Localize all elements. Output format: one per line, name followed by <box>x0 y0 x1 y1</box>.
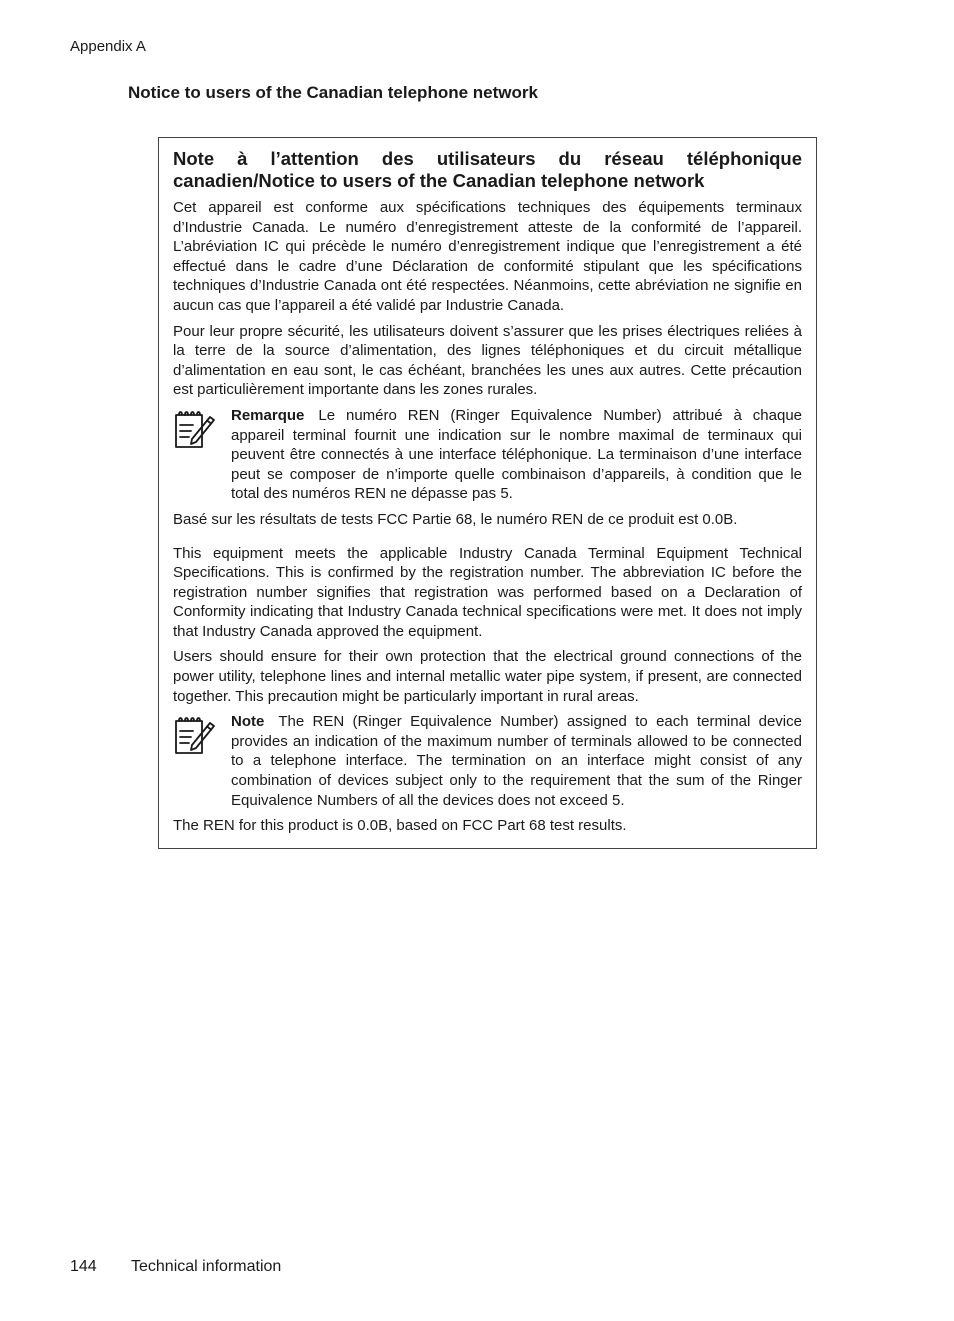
french-paragraph-3: Basé sur les résultats de tests FCC Partie 68, le numéro REN de ce produit est 0.0B. <box>173 510 738 528</box>
english-paragraph-2: Users should ensure for their own protection that the electrical ground connections of the power utility, telephone lines and internal metallic water pipe system, if present, are connected together. This precaution might be particularly important in rural areas. <box>173 648 802 705</box>
note-text: The REN (Ringer Equivalence Number) assigned to each terminal device provides an indication of the maximum number of terminals allowed to be connected to a telephone interface. The termination on an interface might consist of any combination of devices subject only to the requirement that the sum of the Ringer Equivalence Numbers of all the devices does not exceed 5. <box>231 713 802 809</box>
french-paragraph-1: Cet appareil est conforme aux spécifications techniques des équipements terminaux d’Industrie Canada. Le numéro d’enregistrement atteste de la conformité de l’appareil. L’abréviation IC qui précède le numéro d’enregistrement indique que l’enregistrement a été effectué dans le cadre d’une Déclaration de conformité stipulant que les spécifications techniques d’Industrie Canada ont été respectées. Néanmoins, cette abréviation ne signifie en aucun cas que l’appareil a été validé par Industrie Canada. <box>173 199 802 314</box>
english-note <box>173 712 802 810</box>
section-title: Notice to users of the Canadian telephone network <box>128 83 538 102</box>
french-note <box>173 406 802 504</box>
note-label: Remarque <box>231 406 305 424</box>
note-pad-pencil-icon <box>173 406 231 504</box>
english-paragraph-3: The REN for this product is 0.0B, based on FCC Part 68 test results. <box>173 817 627 835</box>
note-label: Note <box>231 713 265 731</box>
running-header: Appendix A <box>70 38 146 55</box>
notice-title: Note à l’attention des utilisateurs du réseau téléphonique canadien/Notice to users of the Canadian telephone network <box>173 148 802 191</box>
page-number: 144 <box>70 1258 97 1275</box>
note-pad-pencil-icon <box>173 712 231 810</box>
note-text: Le numéro REN (Ringer Equivalence Number) attribué à chaque appareil terminal fournit une indication sur le nombre maximal de terminaux qui peuvent être connectés à une interface téléphonique. La terminaison d’une interface peut se composer de n’importe quelle combinaison d’appareils, à condition que le total des numéros REN ne dépasse pas 5. <box>231 406 802 503</box>
notice-box <box>158 137 817 849</box>
footer-title: Technical information <box>131 1258 282 1275</box>
english-paragraph-1: This equipment meets the applicable Industry Canada Terminal Equipment Technical Specifications. This is confirmed by the registration number. The abbreviation IC before the registration number signifies that registration was performed based on a Declaration of Conformity indicating that Industry Canada technical specifications were met. It does not imply that Industry Canada approved the equipment. <box>173 544 802 640</box>
french-paragraph-2: Pour leur propre sécurité, les utilisateurs doivent s’assurer que les prises électriques reliées à la terre de la source d’alimentation, des lignes téléphoniques et du circuit métallique d’alimentation en eau sont, le cas échéant, branchées les unes aux autres. Cette précaution est particulièrement importante dans les zones rurales. <box>173 322 802 399</box>
